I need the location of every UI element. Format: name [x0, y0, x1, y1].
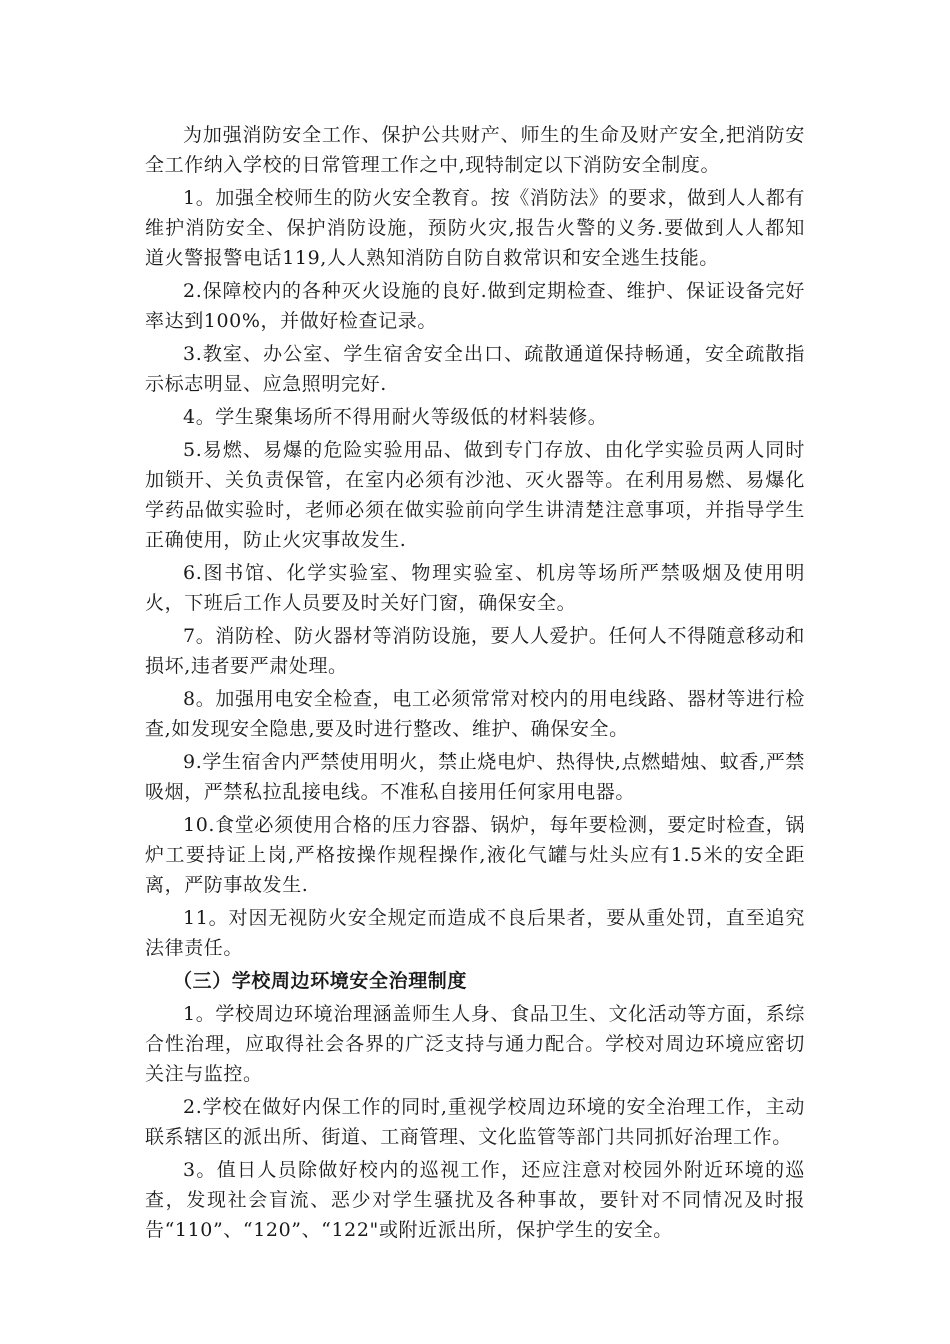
fire-item-6: 6.图书馆、化学实验室、物理实验室、机房等场所严禁吸烟及使用明火，下班后工作人员要及时关好门窗，确保安全。	[145, 562, 805, 614]
fire-item-8: 8。加强用电安全检查，电工必须常常对校内的用电线路、器材等进行检查,如发现安全隐患,要及时进行整改、维护、确保安全。	[145, 688, 805, 740]
intro-paragraph: 为加强消防安全工作、保护公共财产、师生的生命及财产安全,把消防安全工作纳入学校的日常管理工作之中,现特制定以下消防安全制度。	[145, 124, 805, 176]
fire-item-10: 10.食堂必须使用合格的压力容器、锅炉，每年要检测，要定时检查，锅炉工要持证上岗,严格按操作规程操作,液化气罐与灶头应有1.5米的安全距离，严防事故发生.	[145, 814, 805, 896]
fire-item-9: 9.学生宿舍内严禁使用明火，禁止烧电炉、热得快,点燃蜡烛、蚊香,严禁吸烟，严禁私拉乱接电线。不准私自接用任何家用电器。	[145, 751, 805, 803]
fire-item-3: 3.教室、办公室、学生宿舍安全出口、疏散通道保持畅通，安全疏散指示标志明显、应急照明完好.	[145, 343, 805, 395]
document-body	[145, 120, 805, 1248]
fire-item-11: 11。对因无视防火安全规定而造成不良后果者，要从重处罚，直至追究法律责任。	[145, 907, 805, 959]
env-item-1: 1。学校周边环境治理涵盖师生人身、食品卫生、文化活动等方面，系综合性治理，应取得社会各界的广泛支持与通力配合。学校对周边环境应密切关注与监控。	[145, 1003, 805, 1085]
env-item-3: 3。值日人员除做好校内的巡视工作，还应注意对校园外附近环境的巡查，发现社会盲流、恶少对学生骚扰及各种事故，要针对不同情况及时报告“110”、“120”、“122"或附近派出所，保护学生的安全。	[145, 1159, 805, 1241]
section-heading: （三）学校周边环境安全治理制度	[173, 970, 468, 992]
fire-item-5: 5.易燃、易爆的危险实验用品、做到专门存放、由化学实验员两人同时加锁开、关负责保管，在室内必须有沙池、灭火器等。在利用易燃、易爆化学药品做实验时，老师必须在做实验前向学生讲清楚注意事项，并指导学生正确使用，防止火灾事故发生.	[145, 439, 805, 551]
fire-item-2: 2.保障校内的各种灭火设施的良好.做到定期检查、维护、保证设备完好率达到100%，并做好检查记录。	[145, 280, 805, 332]
fire-item-7: 7。消防栓、防火器材等消防设施，要人人爱护。任何人不得随意移动和损坏,违者要严肃处理。	[145, 625, 805, 677]
fire-item-4: 4。学生聚集场所不得用耐火等级低的材料装修。	[183, 406, 608, 428]
fire-item-1: 1。加强全校师生的防火安全教育。按《消防法》的要求，做到人人都有维护消防安全、保护消防设施，预防火灾,报告火警的义务.要做到人人都知道火警报警电话119,人人熟知消防自防自救常识和安全逃生技能。	[145, 187, 805, 269]
env-item-2: 2.学校在做好内保工作的同时,重视学校周边环境的安全治理工作，主动联系辖区的派出所、街道、工商管理、文化监管等部门共同抓好治理工作。	[145, 1096, 805, 1148]
